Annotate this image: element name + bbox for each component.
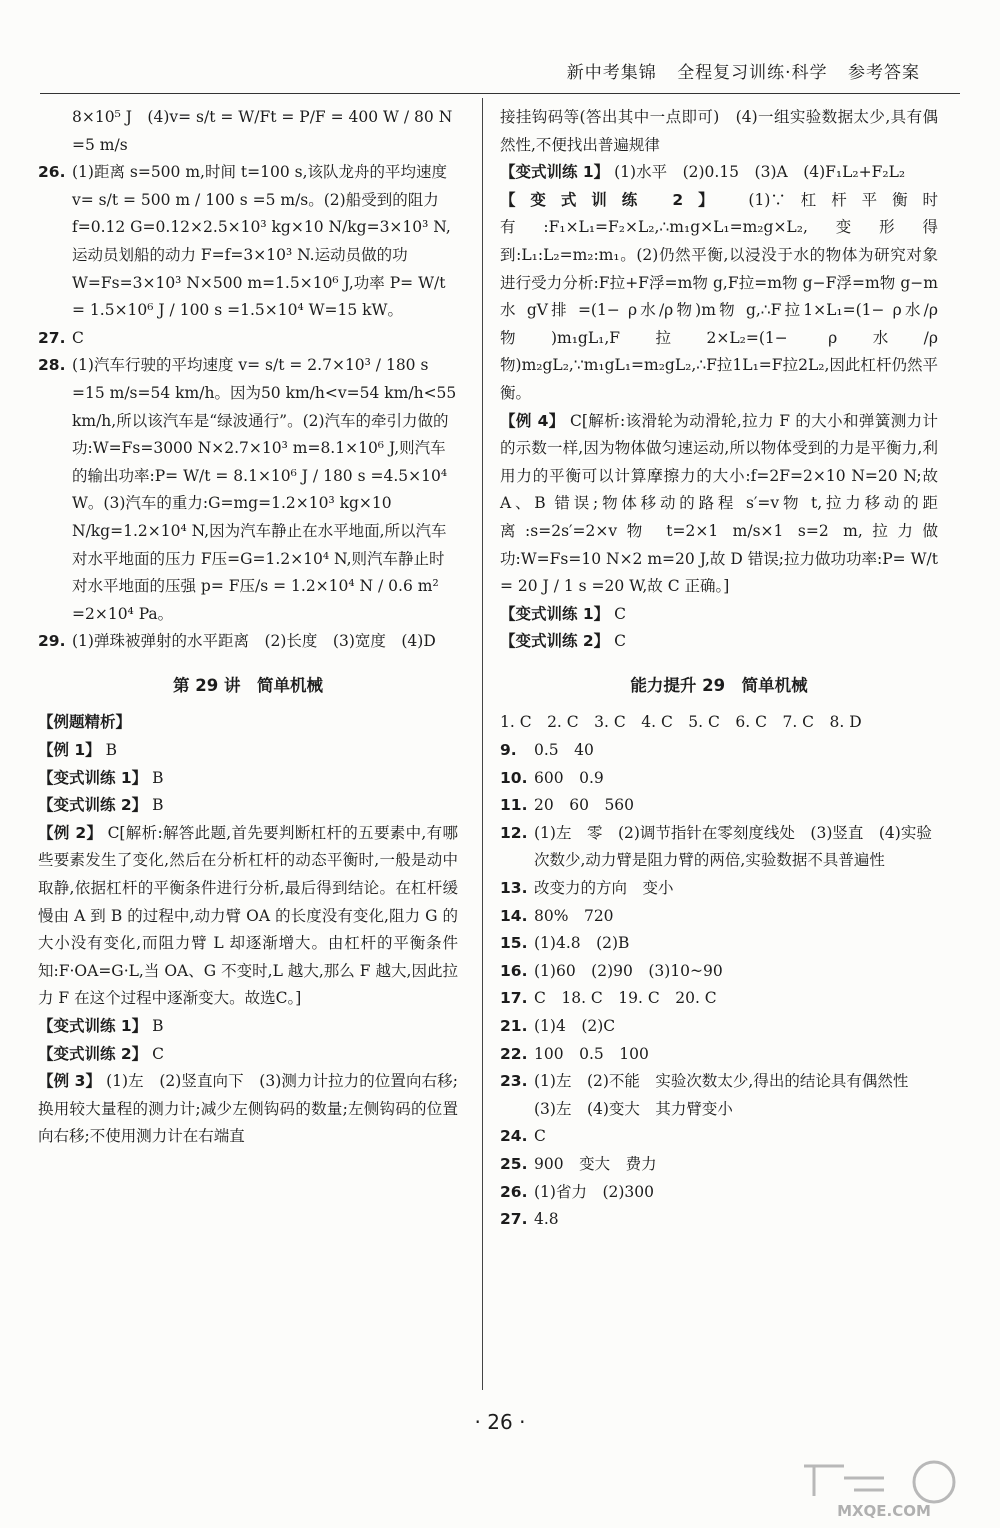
answer-text: (1)左 (2)竖直向下 (3)测力计拉力的位置向右移;换用较大量程的测力计;减少左侧钩码的数量;左侧钩码的位置向右移;不使用测力计在右端直	[38, 1072, 458, 1146]
item-number: 29.	[38, 632, 66, 651]
example-tag: 【变式训练 2】	[500, 190, 729, 209]
example-tag: 【例 1】	[38, 741, 101, 760]
answer-text: 0.5 40	[534, 741, 594, 760]
answer-entry	[500, 1151, 938, 1179]
example-tag: 【例 4】	[500, 411, 565, 430]
answer-entry	[38, 104, 458, 159]
header-book: 新中考集锦	[566, 63, 657, 83]
right-column	[500, 104, 938, 1234]
answer-entry	[500, 1179, 938, 1207]
item-number: 14.	[500, 906, 528, 925]
answer-text: 4.8	[534, 1210, 559, 1229]
example-tag: 【例 2】	[38, 823, 103, 842]
answer-text: 900 变大 费力	[534, 1154, 657, 1173]
answer-text: (1)水平 (2)0.15 (3)A (4)F₁L₂+F₂L₂	[609, 163, 906, 182]
answer-text: 能力提升 29 简单机械	[630, 675, 808, 695]
item-number: 26.	[38, 163, 66, 182]
answer-entry	[500, 159, 938, 187]
answer-text: (1)4 (2)C	[534, 1017, 616, 1035]
item-number: 27.	[38, 328, 66, 347]
answer-entry	[38, 352, 458, 628]
answer-entry	[500, 985, 938, 1013]
answer-text: 改变力的方向 变小	[534, 879, 674, 898]
section-title	[38, 672, 458, 700]
answer-entry	[38, 325, 458, 353]
answer-entry	[500, 601, 938, 629]
page-number: · 26 ·	[474, 1410, 526, 1434]
answer-text: B	[100, 741, 118, 760]
answer-text: (1)左 零 (2)调节指针在零刻度线处 (3)竖直 (4)实验次数少,动力臂是阻力臂的两倍,实验数据不具普遍性	[534, 823, 932, 870]
example-tag: 【变式训练 1】	[38, 768, 148, 787]
header-series: 全程复习训练·科学	[677, 63, 828, 83]
answer-text: (1)弹珠被弹射的水平距离 (2)长度 (3)宽度 (4)D	[72, 632, 436, 651]
answer-text: B	[147, 1017, 164, 1035]
answer-text: B	[147, 796, 164, 815]
answer-text: B	[147, 768, 164, 787]
watermark-url: MXQE.COM	[837, 1502, 931, 1520]
example-tag: 【变式训练 1】	[500, 163, 610, 182]
answer-text: (1)4.8 (2)B	[534, 934, 630, 953]
item-number: 26.	[500, 1182, 528, 1201]
watermark-logo	[784, 1456, 984, 1520]
answer-entry	[500, 408, 938, 601]
item-number: 28.	[38, 356, 66, 375]
answer-text: (1)左 (2)不能 实验次数太少,得出的结论具有偶然性 (3)左 (4)变大 其力臂变小	[534, 1072, 924, 1118]
answer-text: C	[72, 328, 84, 347]
answer-text: 100 0.5 100	[534, 1044, 649, 1063]
item-number: 12.	[500, 823, 528, 842]
item-number: 24.	[500, 1127, 528, 1146]
answer-text: 【例题精析】	[38, 713, 132, 732]
item-number: 17.	[500, 989, 528, 1008]
item-number: 9.	[500, 741, 517, 760]
item-number: 21.	[500, 1017, 528, 1035]
answer-entry	[38, 765, 458, 793]
answer-entry	[500, 930, 938, 958]
answer-entry	[500, 792, 938, 820]
item-number: 10.	[500, 768, 528, 787]
answer-entry	[38, 709, 458, 737]
answer-entry	[38, 1068, 458, 1151]
answer-entry	[38, 1013, 458, 1041]
answer-entry	[500, 875, 938, 903]
item-number: 15.	[500, 934, 528, 953]
answer-entry	[38, 737, 458, 765]
answer-entry	[500, 903, 938, 931]
left-column	[38, 104, 458, 1151]
answer-entry	[38, 1041, 458, 1069]
answer-text: C[解析:该滑轮为动滑轮,拉力 F 的大小和弹簧测力计的示数一样,因为物体做匀速运动,所以物体受到的力是平衡力,利用力的平衡可以计算摩擦力的大小:f=2F=2×10 N=20 N;故 A、B 错误;物体移动的路程 s′=v物 t,拉力移动的距离:s=2s′=2×v物 t=2×1 m/s×1 s=2 m,拉力做功:W=Fs=10 N×2 m=20 J,故 D 错误;拉力做功功率:P= W/t = 20 J / 1 s =20 W,故 C 正确。]	[500, 411, 938, 596]
answer-entry	[500, 104, 938, 159]
example-tag: 【变式训练 2】	[38, 1044, 148, 1063]
answer-text: C	[609, 632, 626, 651]
section-title	[500, 672, 938, 700]
example-tag: 【变式训练 1】	[38, 1017, 148, 1035]
answer-text: C	[609, 604, 626, 623]
answer-entry	[500, 709, 938, 737]
answer-text: C	[147, 1044, 164, 1063]
answer-text: 接挂钩码等(答出其中一点即可) (4)一组实验数据太少,具有偶然性,不便找出普遍规律	[500, 108, 938, 154]
answer-text: (1)汽车行驶的平均速度 v= s/t = 2.7×10³ / 180 s =15 m/s=54 km/h。因为50 km/h<v=54 km/h<55 km/h,所以该汽车是“绿波通行”。(2)汽车的牵引力做的功:W=Fs=3000 N×2.7×10³ m=8.1×10⁶ J,则汽车的输出功率:P= W/t = 8.1×10⁶ J / 180 s =4.5×10⁴ W。(3)汽车的重力:G=mg=1.2×10³ kg×10 N/kg=1.2×10⁴ N,因为汽车静止在水平地面,所以汽车对水平地面的压力 F压=G=1.2×10⁴ N,则汽车静止时对水平地面的压强 p= F压/s = 1.2×10⁴ N / 0.6 m² =2×10⁴ Pa。	[72, 356, 457, 623]
item-number: 22.	[500, 1044, 528, 1063]
answer-text: C 18. C 19. C 20. C	[534, 989, 717, 1008]
header-section: 参考答案	[848, 63, 920, 83]
example-tag: 【变式训练 2】	[500, 632, 610, 651]
answer-entry	[500, 1123, 938, 1151]
answer-entry	[38, 159, 458, 325]
answer-text: (1)省力 (2)300	[534, 1182, 654, 1201]
answer-text: (1)∵杠杆平衡时有:F₁×L₁=F₂×L₂,∴m₁g×L₁=m₂g×L₂,变形得到:L₁:L₂=m₂:m₁。(2)仍然平衡,以浸没于水的物体为研究对象进行受力分析:F拉+F浮=m物 g,F拉=m物 g−F浮=m物 g−m水 gV排 =(1− ρ水/ρ物)m物 g,∴F拉1×L₁=(1− ρ水/ρ物)m₁gL₁,F拉2×L₂=(1− ρ水/ρ物)m₂gL₂,∵m₁gL₁=m₂gL₂,∴F拉1L₁=F拉2L₂,因此杠杆仍然平衡。	[500, 190, 938, 402]
item-number: 13.	[500, 879, 528, 898]
answer-text: 80% 720	[534, 906, 614, 925]
item-number: 23.	[500, 1072, 528, 1091]
item-number: 27.	[500, 1210, 528, 1229]
answer-text: (1)距离 s=500 m,时间 t=100 s,该队龙舟的平均速度 v= s/t = 500 m / 100 s =5 m/s。(2)船受到的阻力 f=0.12 G=0.12×2.5×10³ kg×10 N/kg=3×10³ N,运动员划船的动力 F=f=3×10³ N.运动员做的功 W=Fs=3×10³ N×500 m=1.5×10⁶ J,功率 P= W/t = 1.5×10⁶ J / 100 s =1.5×10⁴ W=15 kW。	[72, 163, 451, 320]
answer-entry	[500, 737, 938, 765]
answer-text: 20 60 560	[534, 796, 635, 815]
answer-entry	[500, 187, 938, 408]
answer-entry	[500, 1041, 938, 1069]
example-tag: 【例 3】	[38, 1072, 102, 1091]
answer-entry	[500, 1206, 938, 1234]
answer-text: C	[534, 1127, 546, 1146]
answer-text: 1. C 2. C 3. C 4. C 5. C 6. C 7. C 8. D	[500, 713, 862, 732]
answer-entry	[38, 628, 458, 656]
item-number: 25.	[500, 1154, 528, 1173]
answer-entry	[500, 628, 938, 656]
answer-entry	[500, 958, 938, 986]
answer-entry	[500, 820, 938, 875]
answer-text: 600 0.9	[534, 768, 604, 787]
answer-entry	[500, 1013, 938, 1041]
answer-entry	[38, 820, 458, 1013]
answer-entry	[500, 765, 938, 793]
answer-text: C[解析:解答此题,首先要判断杠杆的五要素中,有哪些要素发生了变化,然后在分析杠杆的动态平衡时,一般是动中取静,依据杠杆的平衡条件进行分析,最后得到结论。在杠杆缓慢由 A 到 B 的过程中,动力臂 OA 的长度没有变化,阻力 G 的大小没有变化,而阻力臂 L 却逐渐增大。由杠杆的平衡条件知:F·OA=G·L,当 OA、G 不变时,L 越大,那么 F 越大,因此拉力 F 在这个过程中逐渐变大。故选C。]	[38, 823, 458, 1008]
answer-entry	[38, 792, 458, 820]
answer-entry	[500, 1068, 938, 1123]
answer-text: (1)60 (2)90 (3)10~90	[534, 961, 723, 980]
example-tag: 【变式训练 2】	[38, 796, 148, 815]
item-number: 16.	[500, 961, 528, 980]
answer-text: 第 29 讲 简单机械	[173, 675, 323, 695]
example-tag: 【变式训练 1】	[500, 604, 610, 623]
item-number: 11.	[500, 796, 528, 815]
column-divider	[482, 98, 483, 1390]
running-header	[40, 58, 960, 94]
answer-text: 8×10⁵ J (4)v= s/t = W/Ft = P/F = 400 W / 80 N =5 m/s	[72, 108, 453, 154]
